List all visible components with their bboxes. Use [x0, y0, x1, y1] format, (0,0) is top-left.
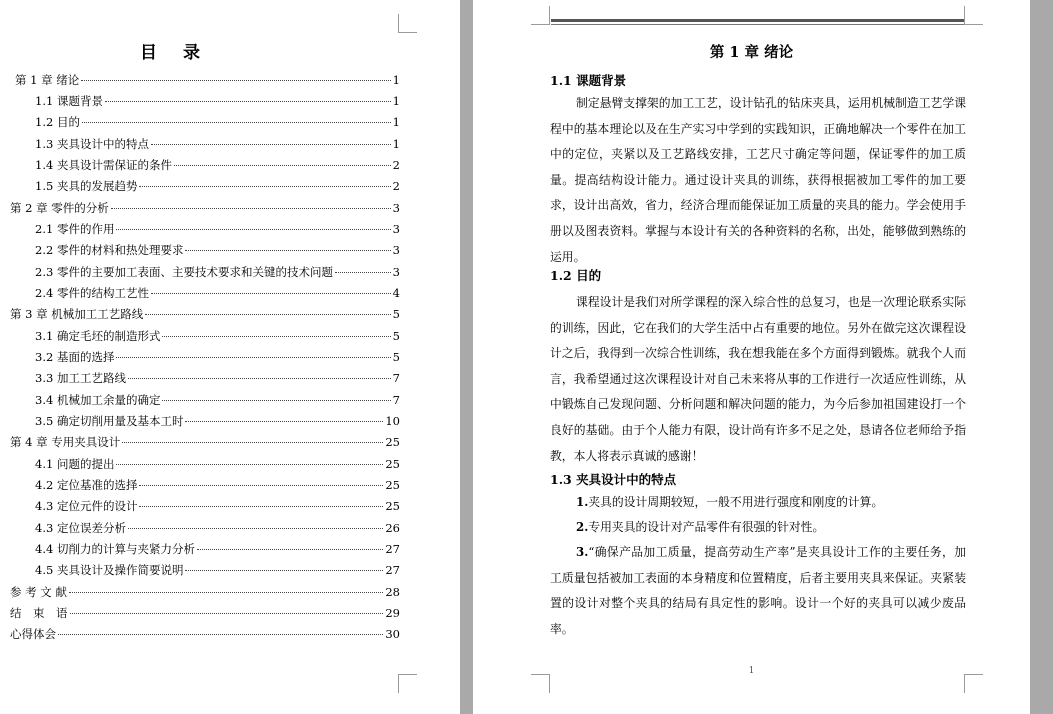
toc-entry-page: 1	[392, 94, 400, 108]
toc-leader	[185, 250, 390, 251]
toc-entry[interactable]	[35, 541, 400, 558]
toc-entry-label: 第 3 章 机械加工工艺路线	[10, 307, 144, 321]
toc-leader	[82, 122, 391, 123]
toc-title: 目 录	[140, 43, 210, 63]
toc-entry-label: 2.3 零件的主要加工表面、主要技术要求和关键的技术问题	[35, 265, 333, 279]
toc-entry[interactable]	[35, 562, 400, 579]
page-corner-mark	[398, 14, 417, 33]
toc-entry-label: 4.3 定位误差分析	[35, 521, 126, 535]
toc-entry-page: 27	[385, 563, 400, 577]
toc-entry-page: 25	[385, 457, 400, 471]
section-heading: 1.2 目的	[550, 268, 602, 283]
toc-entry-label: 1.1 课题背景	[35, 94, 103, 108]
toc-entry-label: 4.1 问题的提出	[35, 457, 115, 471]
toc-leader	[128, 528, 383, 529]
section-paragraph: 制定悬臂支撑架的加工工艺，设计钻孔的钻床夹具，运用机械制造工艺学课程中的基本理论以及在生产实习中学到的实践知识，正确地解决一个零件在加工中的定位，夹紧以及工艺路线安排，工艺尺寸确定等问题，保证零件的加工质量。提高结构设计能力。通过设计夹具的训练，获得根据被加工零件的加工要求，设计出高效，省力，经济合理而能保证加工质量的夹具的能力。学会使用手册以及图表资料。掌握与本设计有关的各种资料的名称，出处，能够做到熟练的运用。	[550, 96, 966, 264]
toc-leader	[116, 464, 383, 465]
toc-entry-page: 1	[392, 73, 400, 87]
toc-entry[interactable]	[35, 520, 400, 537]
toc-entry-label: 4.5 夹具设计及操作简要说明	[35, 563, 184, 577]
page-corner-mark	[964, 674, 983, 693]
toc-entry-page: 29	[385, 606, 400, 620]
toc-entry-page: 27	[385, 542, 400, 556]
section-paragraph: 课程设计是我们对所学课程的深入综合性的总复习，也是一次理论联系实际的训练，因此，它在我们的大学生活中占有重要的地位。另外在做完这次课程设计之后，我得到一次综合性训练，我在想我能在多个方面得到锻炼。就我个人而言，我希望通过这次课程设计对自己未来将从事的工作进行一次适应性训练，从中锻炼自己发现问题、分析问题和解决问题的能力，为今后参加祖国建设打一个良好的基础。由于个人能力有限，设计尚有许多不足之处，恳请各位老师给予指教，本人将表示真诚的感谢！	[550, 295, 966, 463]
toc-entry-label: 2.4 零件的结构工艺性	[35, 286, 149, 300]
toc-entry-page: 3	[392, 201, 400, 215]
toc-entry-label: 参 考 文 献	[10, 585, 67, 599]
toc-entry-page: 3	[392, 243, 400, 257]
page-corner-mark	[531, 6, 550, 25]
toc-entry[interactable]	[10, 605, 400, 622]
toc-entry-page: 7	[392, 393, 400, 407]
list-item-number: 2.	[576, 520, 589, 534]
toc-leader	[69, 592, 383, 593]
toc-entry[interactable]	[35, 93, 400, 110]
toc-entry-label: 4.2 定位基准的选择	[35, 478, 138, 492]
toc-entry-label: 心得体会	[10, 627, 56, 641]
toc-entry-label: 第 4 章 专用夹具设计	[10, 435, 121, 449]
toc-entry-page: 1	[392, 115, 400, 129]
page-corner-mark	[964, 6, 983, 25]
toc-entry-page: 26	[385, 521, 400, 535]
toc-entry-page: 2	[392, 158, 400, 172]
toc-entry-page: 1	[392, 137, 400, 151]
list-item-text: 夹具的设计周期较短，一般不用进行强度和刚度的计算。	[588, 495, 884, 509]
toc-leader	[162, 336, 390, 337]
toc-leader	[139, 485, 383, 486]
toc-entry-label: 1.3 夹具设计中的特点	[35, 137, 149, 151]
toc-entry-label: 4.4 切削力的计算与夹紧力分析	[35, 542, 195, 556]
toc-entry-page: 5	[392, 329, 400, 343]
page-number: 1	[748, 666, 755, 676]
toc-entry[interactable]	[10, 200, 400, 217]
toc-leader	[122, 442, 383, 443]
toc-entry-page: 10	[385, 414, 400, 428]
toc-entry-label: 1.4 夹具设计需保证的条件	[35, 158, 172, 172]
list-item-number: 1.	[576, 495, 589, 509]
toc-leader	[58, 634, 383, 635]
toc-entry-label: 结 束 语	[10, 606, 68, 620]
toc-entry[interactable]	[10, 434, 400, 451]
toc-entry-page: 30	[385, 627, 400, 641]
toc-leader	[185, 570, 383, 571]
toc-leader	[151, 144, 391, 145]
toc-leader	[116, 357, 390, 358]
toc-leader	[139, 506, 383, 507]
toc-entry-label: 4.3 定位元件的设计	[35, 499, 138, 513]
toc-entry[interactable]	[10, 626, 400, 643]
page-corner-mark	[531, 674, 550, 693]
toc-entry-page: 7	[392, 371, 400, 385]
toc-leader	[81, 80, 390, 81]
chapter-page	[473, 0, 1030, 714]
list-item	[550, 540, 966, 642]
list-item-text: 专用夹具的设计对产品零件有很强的针对性。	[588, 520, 825, 534]
list-item-number: 3.	[576, 545, 589, 559]
toc-entry-page: 2	[392, 179, 400, 193]
toc-leader	[139, 186, 390, 187]
toc-entry-page: 5	[392, 350, 400, 364]
section-heading: 1.1 课题背景	[550, 73, 627, 88]
toc-entry[interactable]	[35, 392, 400, 409]
list-item-text: “确保产品加工质量，提高劳动生产率”是夹具设计工作的主要任务，加工质量包括被加工表面的本身精度和位置精度，后者主要用夹具来保证。夹紧装置的设计对整个夹具的结局有具定性的影响。设计一个好的夹具可以减少废品率。	[550, 545, 966, 636]
toc-entry[interactable]	[35, 221, 400, 238]
toc-leader	[151, 293, 391, 294]
toc-entry[interactable]	[15, 72, 400, 89]
toc-entry-label: 3.3 加工工艺路线	[35, 371, 126, 385]
toc-leader	[145, 314, 390, 315]
list-item	[550, 490, 966, 516]
toc-leader	[128, 378, 391, 379]
toc-entry[interactable]	[35, 136, 400, 153]
toc-entry-label: 3.2 基面的选择	[35, 350, 115, 364]
toc-entry[interactable]	[10, 584, 400, 601]
toc-entry[interactable]	[35, 285, 400, 302]
toc-entry-label: 1.5 夹具的发展趋势	[35, 179, 138, 193]
toc-entry-page: 25	[385, 478, 400, 492]
toc-entry[interactable]	[35, 349, 400, 366]
page-corner-mark	[398, 674, 417, 693]
toc-leader	[174, 165, 391, 166]
toc-entry-page: 5	[392, 307, 400, 321]
section-heading: 1.3 夹具设计中的特点	[550, 472, 677, 487]
toc-entry[interactable]	[35, 328, 400, 345]
header-rule	[551, 19, 964, 22]
toc-leader	[162, 400, 390, 401]
toc-leader	[185, 421, 383, 422]
toc-entry-label: 3.5 确定切削用量及基本工时	[35, 414, 184, 428]
toc-page	[0, 0, 460, 714]
toc-entry[interactable]	[35, 178, 400, 195]
toc-entry[interactable]	[35, 498, 400, 515]
toc-entry[interactable]	[35, 370, 400, 387]
toc-entry-label: 1.2 目的	[35, 115, 80, 129]
toc-leader	[197, 549, 383, 550]
toc-entry-page: 4	[392, 286, 400, 300]
toc-leader	[111, 208, 391, 209]
toc-entry[interactable]	[35, 114, 400, 131]
list-item	[550, 515, 966, 541]
toc-entry-label: 第 1 章 绪论	[15, 73, 80, 87]
toc-entry-label: 第 2 章 零件的分析	[10, 201, 109, 215]
toc-entry-page: 28	[385, 585, 400, 599]
toc-entry[interactable]	[35, 264, 400, 281]
toc-entry[interactable]	[10, 306, 400, 323]
toc-entry-label: 2.1 零件的作用	[35, 222, 115, 236]
toc-entry-page: 25	[385, 435, 400, 449]
toc-entry[interactable]	[35, 242, 400, 259]
toc-entry[interactable]	[35, 157, 400, 174]
toc-entry-label: 2.2 零件的材料和热处理要求	[35, 243, 184, 257]
toc-entry-page: 3	[392, 222, 400, 236]
toc-leader	[335, 272, 391, 273]
toc-entry-label: 3.1 确定毛坯的制造形式	[35, 329, 161, 343]
toc-entry[interactable]	[35, 413, 400, 430]
toc-entry[interactable]	[35, 456, 400, 473]
toc-leader	[116, 229, 390, 230]
header-rule-thin	[551, 24, 964, 25]
toc-entry[interactable]	[35, 477, 400, 494]
toc-entry-label: 3.4 机械加工余量的确定	[35, 393, 161, 407]
toc-entry-page: 3	[392, 265, 400, 279]
chapter-title: 第 1 章 绪论	[709, 44, 794, 61]
toc-leader	[70, 613, 384, 614]
toc-leader	[105, 101, 391, 102]
toc-entry-page: 25	[385, 499, 400, 513]
